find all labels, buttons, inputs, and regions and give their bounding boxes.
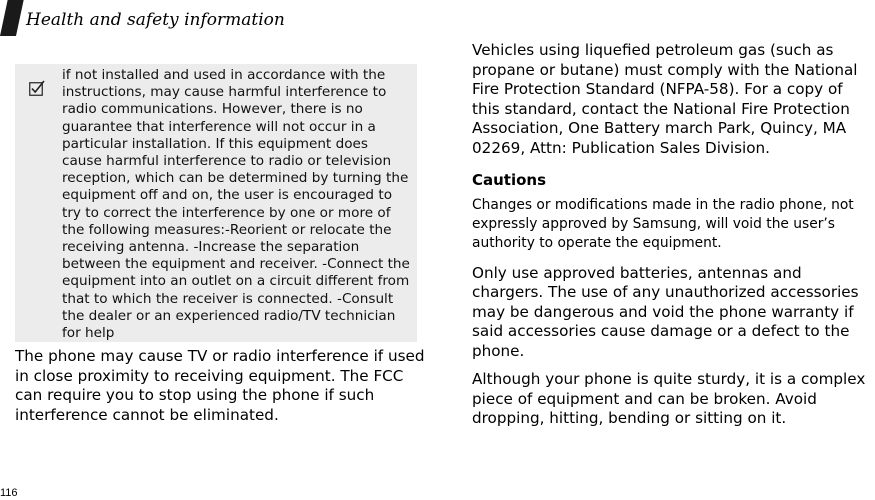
- accessories-paragraph: Only use approved batteries, antennas and chargers. The use of any unauthorized accessories may be dangerous and void the phone warranty if said accessories cause damage or a defect to the phone.: [472, 263, 859, 360]
- header-accent-bar: [0, 0, 24, 36]
- note-text: if not installed and used in accordance with the instructions, may cause harmful interference to radio communications. However, there is no guarantee that interference will not occur in a particular installation. If this equipment does cause harmful interference to radio or television reception, which can be determined by turning the equipment off and on, the user is encouraged to try to correct the interference by one or more of the following measures:-Reorient or relocate the receiving antenna. -Increase the separation between the equipment and receiver. -Connect the equipment into an outlet on a circuit different from that to which the receiver is connected. -Consult the dealer or an experienced radio/TV technician for help: [62, 67, 410, 342]
- right-column: [472, 41, 875, 438]
- page-number: 116: [0, 487, 18, 499]
- cautions-heading: Cautions: [472, 171, 547, 189]
- modifications-paragraph: Changes or modifications made in the radio phone, not expressly approved by Samsung, will void the user’s authority to operate the equipment.: [472, 197, 854, 252]
- page-header-title: Health and safety information: [26, 10, 285, 30]
- sturdy-phone-paragraph: Although your phone is quite sturdy, it is a complex piece of equipment and can be broken. Avoid dropping, hitting, bending or sitting on it.: [472, 370, 866, 428]
- note-box: [15, 64, 417, 342]
- lpg-vehicles-paragraph: Vehicles using liquefied petroleum gas (such as propane or butane) must comply with the National Fire Protection Standard (NFPA-58). For a copy of this standard, contact the National Fire Protection Association, One Battery march Park, Quincy, MA 02269, Attn: Publication Sales Division.: [472, 41, 858, 157]
- checkbox-check-icon: [29, 80, 45, 96]
- fcc-interference-paragraph: The phone may cause TV or radio interference if used in close proximity to receiving equipment. The FCC can require you to stop using the phone if such interference cannot be eliminated.: [15, 347, 425, 424]
